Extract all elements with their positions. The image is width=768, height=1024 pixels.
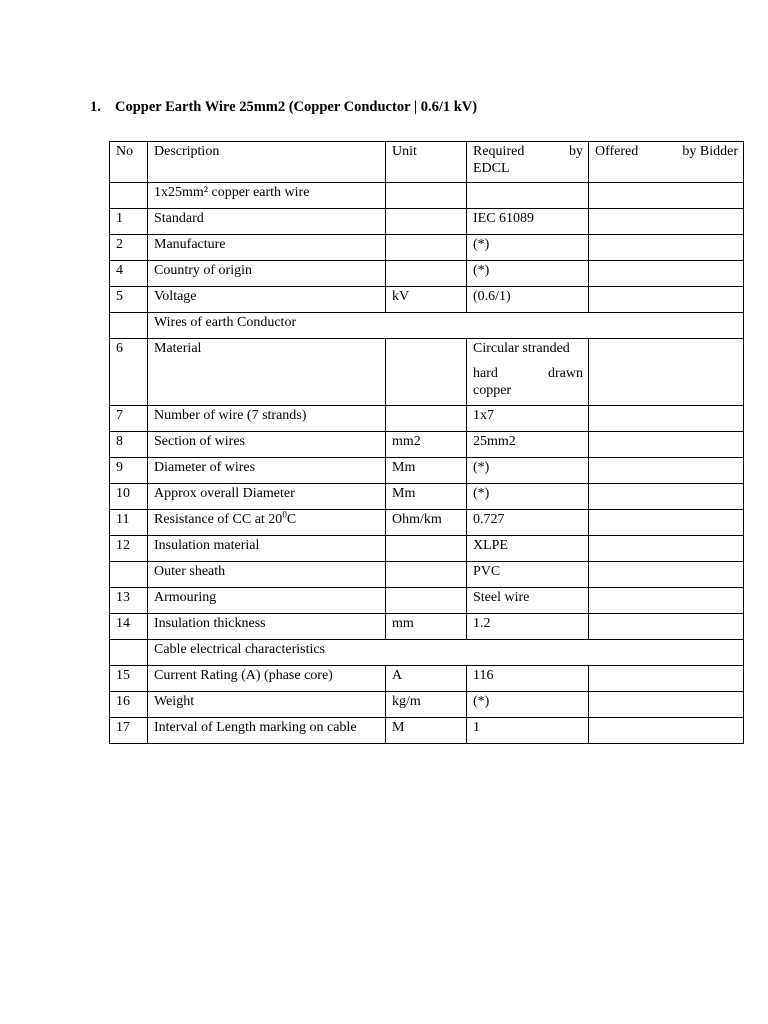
cell-unit (386, 588, 467, 614)
cell-no: 6 (110, 339, 148, 406)
cell-description: Insulation thickness (148, 614, 386, 640)
cell-offered (589, 183, 744, 209)
table-row (110, 183, 744, 209)
cell-offered (589, 614, 744, 640)
header-required-word: Required (473, 144, 525, 159)
header-offered-by: by Bidder (682, 144, 738, 159)
cell-required: (*) (467, 692, 589, 718)
header-required (467, 142, 589, 183)
cell-no: 14 (110, 614, 148, 640)
cell-description: Country of origin (148, 261, 386, 287)
cell-description: Material (148, 339, 386, 406)
cell-description (148, 510, 386, 536)
header-required-by: by (569, 144, 583, 159)
table-row (110, 718, 744, 744)
section-title: Copper Earth Wire 25mm2 (Copper Conductor | 0.6/1 kV) (115, 99, 478, 115)
cell-no (110, 183, 148, 209)
cell-required: 116 (467, 666, 589, 692)
required-line: copper (473, 383, 512, 398)
cell-required: (*) (467, 261, 589, 287)
table-row (110, 536, 744, 562)
cell-required (467, 183, 589, 209)
header-unit: Unit (386, 142, 467, 183)
cell-no: 5 (110, 287, 148, 313)
cell-description: Standard (148, 209, 386, 235)
cell-description: Number of wire (7 strands) (148, 406, 386, 432)
cell-no: 15 (110, 666, 148, 692)
cell-description: Diameter of wires (148, 458, 386, 484)
table-row (110, 666, 744, 692)
cell-offered (589, 339, 744, 406)
superscript: 0 (282, 509, 287, 520)
cell-unit: mm (386, 614, 467, 640)
cell-description: Armouring (148, 588, 386, 614)
cell-required (467, 339, 589, 406)
cell-description: Current Rating (A) (phase core) (148, 666, 386, 692)
cell-no (110, 640, 148, 666)
cell-no: 4 (110, 261, 148, 287)
cell-unit (386, 183, 467, 209)
cell-unit: Ohm/km (386, 510, 467, 536)
table-row (110, 339, 744, 406)
cell-unit: mm2 (386, 432, 467, 458)
cell-description: Interval of Length marking on cable (148, 718, 386, 744)
table-row (110, 406, 744, 432)
cell-required: Steel wire (467, 588, 589, 614)
section-number: 1. (90, 99, 101, 115)
cell-required: XLPE (467, 536, 589, 562)
cell-description: Voltage (148, 287, 386, 313)
table-section-row (110, 640, 744, 666)
table-header-row (110, 142, 744, 183)
cell-required: (*) (467, 484, 589, 510)
cell-offered (589, 510, 744, 536)
cell-unit (386, 235, 467, 261)
cell-required: 25mm2 (467, 432, 589, 458)
cell-unit (386, 209, 467, 235)
cell-description: Manufacture (148, 235, 386, 261)
cell-no: 10 (110, 484, 148, 510)
cell-unit: Mm (386, 458, 467, 484)
table-row (110, 209, 744, 235)
cell-offered (589, 287, 744, 313)
section-label: Cable electrical characteristics (148, 640, 744, 666)
cell-unit (386, 339, 467, 406)
cell-description: Outer sheath (148, 562, 386, 588)
cell-offered (589, 536, 744, 562)
cell-offered (589, 692, 744, 718)
cell-description: Weight (148, 692, 386, 718)
table-row (110, 510, 744, 536)
header-offered-word: Offered (595, 144, 639, 159)
cell-offered (589, 484, 744, 510)
required-word: hard (473, 366, 498, 381)
cell-offered (589, 235, 744, 261)
section-heading (90, 99, 477, 116)
cell-unit: Mm (386, 484, 467, 510)
cell-offered (589, 406, 744, 432)
spec-table (109, 141, 744, 744)
cell-unit (386, 406, 467, 432)
cell-no: 9 (110, 458, 148, 484)
cell-required: (*) (467, 458, 589, 484)
table-row (110, 235, 744, 261)
cell-description: Section of wires (148, 432, 386, 458)
cell-no (110, 313, 148, 339)
table-row (110, 588, 744, 614)
cell-unit: kV (386, 287, 467, 313)
cell-offered (589, 458, 744, 484)
cell-offered (589, 588, 744, 614)
header-no: No (110, 142, 148, 183)
cell-required: 1.2 (467, 614, 589, 640)
cell-offered (589, 666, 744, 692)
table-row (110, 458, 744, 484)
table-section-row (110, 313, 744, 339)
table-row (110, 261, 744, 287)
cell-no: 16 (110, 692, 148, 718)
cell-no (110, 562, 148, 588)
cell-unit (386, 536, 467, 562)
table-row (110, 692, 744, 718)
cell-no: 7 (110, 406, 148, 432)
cell-offered (589, 562, 744, 588)
cell-required: (*) (467, 235, 589, 261)
header-description: Description (148, 142, 386, 183)
cell-unit: A (386, 666, 467, 692)
cell-offered (589, 261, 744, 287)
cell-unit (386, 261, 467, 287)
required-word: drawn (548, 366, 583, 381)
header-required-org: EDCL (473, 161, 510, 176)
cell-no: 8 (110, 432, 148, 458)
cell-offered (589, 209, 744, 235)
cell-description: Insulation material (148, 536, 386, 562)
table-row (110, 484, 744, 510)
description-text: Resistance of CC at 20 (154, 512, 283, 527)
cell-required: 1 (467, 718, 589, 744)
required-line: Circular stranded (473, 341, 570, 356)
cell-required: (0.6/1) (467, 287, 589, 313)
table-row (110, 287, 744, 313)
cell-unit (386, 562, 467, 588)
cell-no: 17 (110, 718, 148, 744)
cell-no: 13 (110, 588, 148, 614)
header-offered (589, 142, 744, 183)
section-label: Wires of earth Conductor (148, 313, 744, 339)
cell-required: 1x7 (467, 406, 589, 432)
cell-offered (589, 718, 744, 744)
cell-unit: M (386, 718, 467, 744)
description-text: C (286, 512, 297, 527)
table-row (110, 614, 744, 640)
cell-required: IEC 61089 (467, 209, 589, 235)
cell-no: 2 (110, 235, 148, 261)
table-row (110, 562, 744, 588)
table-row (110, 432, 744, 458)
cell-description: 1x25mm² copper earth wire (148, 183, 386, 209)
cell-no: 12 (110, 536, 148, 562)
cell-unit: kg/m (386, 692, 467, 718)
cell-no: 11 (110, 510, 148, 536)
cell-offered (589, 432, 744, 458)
cell-no: 1 (110, 209, 148, 235)
cell-description: Approx overall Diameter (148, 484, 386, 510)
cell-required: PVC (467, 562, 589, 588)
cell-required: 0.727 (467, 510, 589, 536)
